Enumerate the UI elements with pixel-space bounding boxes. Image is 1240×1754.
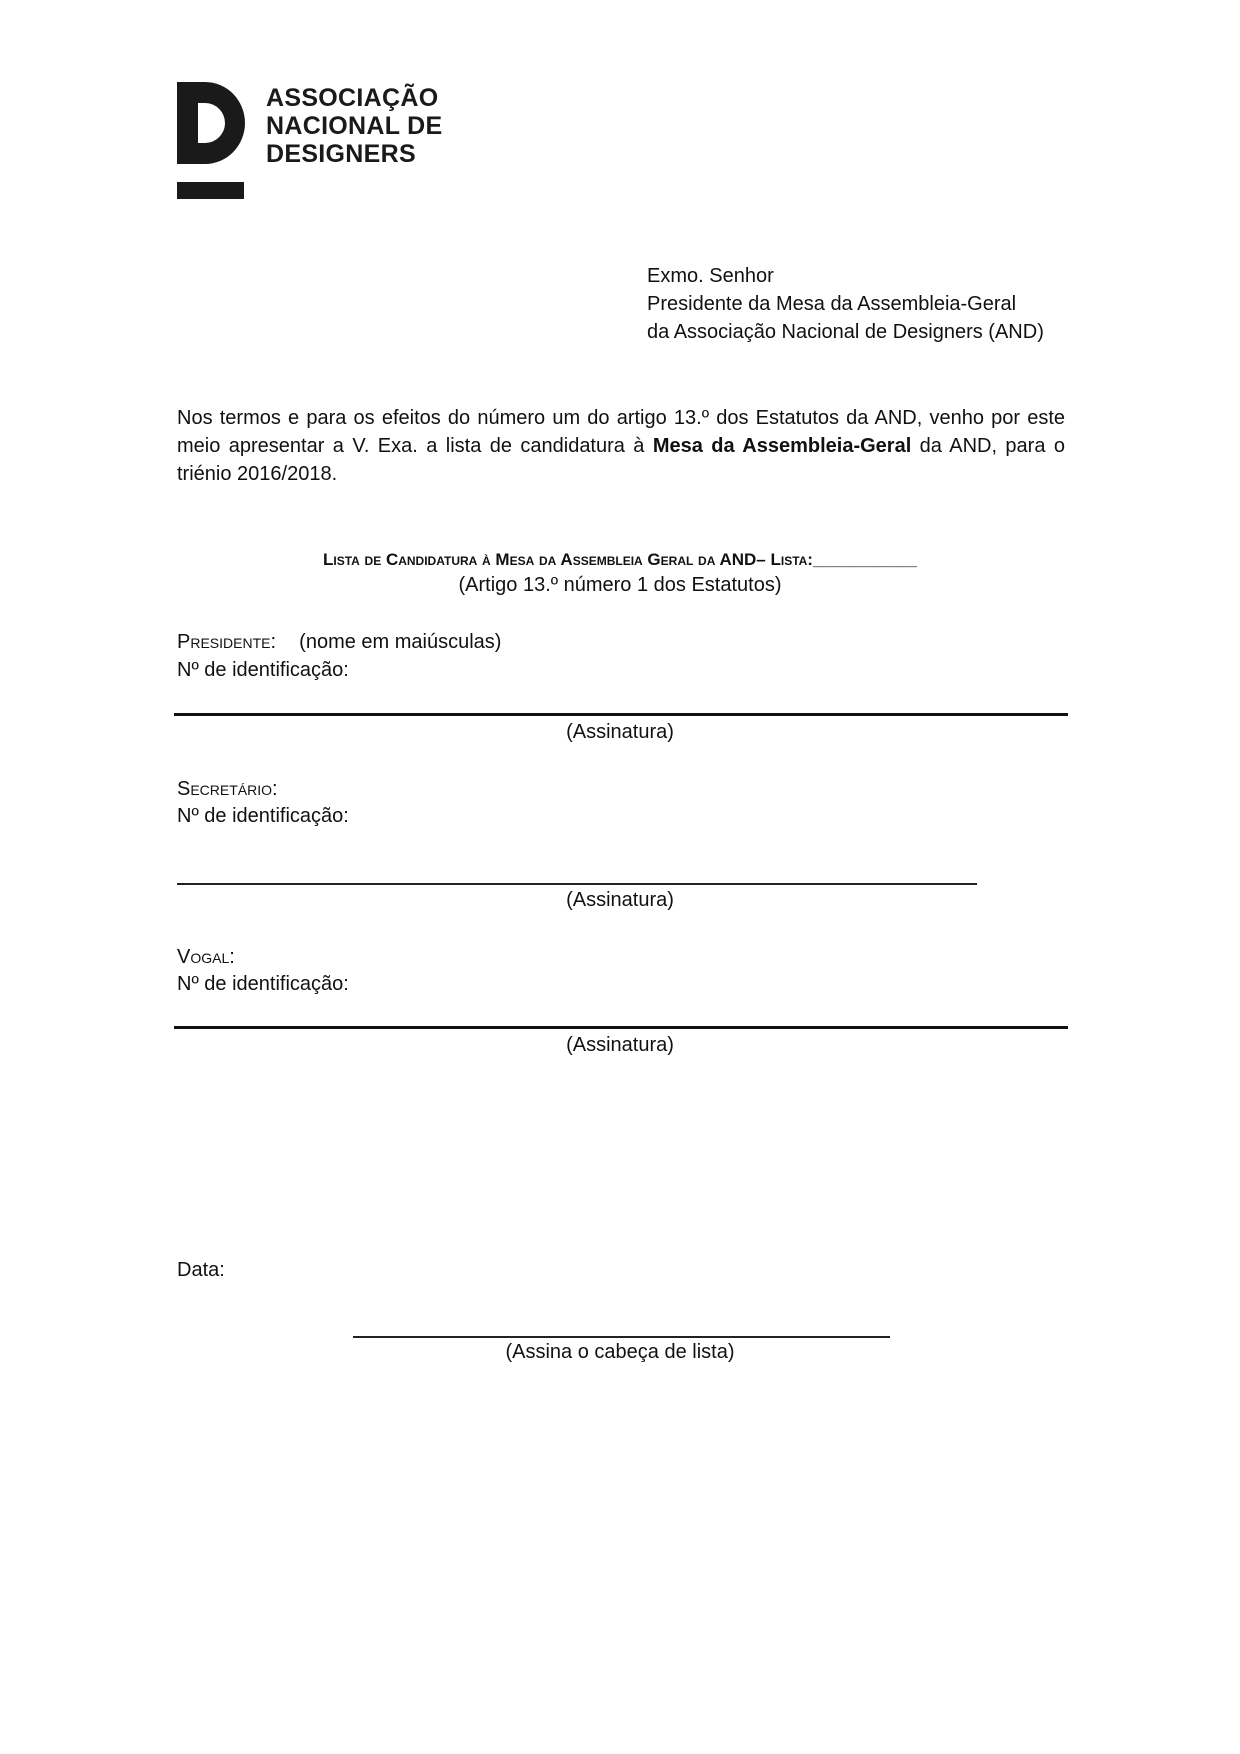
- president-id-label: Nº de identificação:: [177, 659, 349, 681]
- president-signature-line: [174, 713, 1068, 716]
- logo-line-2: NACIONAL DE: [266, 112, 443, 140]
- secretary-row: [177, 775, 278, 803]
- address-line-2: Presidente da Mesa da Assembleia-Geral: [647, 293, 1017, 315]
- vogal-id-label: Nº de identificação:: [177, 973, 349, 995]
- logo-line-1: ASSOCIAÇÃO: [266, 84, 439, 112]
- president-label: Presidente:: [177, 631, 277, 653]
- vogal-label: Vogal:: [177, 946, 235, 968]
- vogal-signature-caption: (Assinatura): [566, 1034, 674, 1056]
- intro-text-2: da AND, para o triénio 2016/2018.: [177, 435, 1065, 485]
- date-label: Data:: [177, 1259, 225, 1281]
- list-subtitle: (Artigo 13.º número 1 dos Estatutos): [458, 574, 782, 596]
- president-row: [177, 628, 501, 656]
- president-hint: (nome em maiúsculas): [299, 631, 502, 653]
- recipient-address: [647, 262, 1044, 346]
- secretary-id-label: Nº de identificação:: [177, 805, 349, 827]
- secretary-label: Secretário:: [177, 778, 278, 800]
- secretary-signature-line: [177, 883, 977, 885]
- head-signature-caption: (Assina o cabeça de lista): [505, 1341, 735, 1363]
- logo-wordmark: [266, 84, 442, 168]
- secretary-signature-caption: (Assinatura): [566, 889, 674, 911]
- president-signature-caption: (Assinatura): [566, 721, 674, 743]
- intro-paragraph: [177, 404, 1065, 488]
- list-title: [0, 547, 1240, 573]
- and-logo: [177, 82, 477, 207]
- logo-d-mark-icon: [177, 82, 257, 207]
- list-number-blank: ___________: [812, 550, 917, 569]
- intro-text-1: Nos termos e para os efeitos do número um do artigo 13.º dos Estatutos da AND, venho por este meio apresentar a V. Exa. a lista de candidatura à: [177, 407, 1065, 457]
- logo-line-3: DESIGNERS: [266, 140, 416, 168]
- address-line-3: da Associação Nacional de Designers (AND): [647, 321, 1044, 343]
- vogal-signature-line: [174, 1026, 1068, 1029]
- intro-text-bold: Mesa da Assembleia-Geral: [652, 435, 912, 457]
- list-title-text: Lista de Candidatura à Mesa da Assembleia Geral da AND– Lista:: [323, 550, 813, 569]
- address-line-1: Exmo. Senhor: [647, 265, 774, 287]
- vogal-row: [177, 943, 235, 971]
